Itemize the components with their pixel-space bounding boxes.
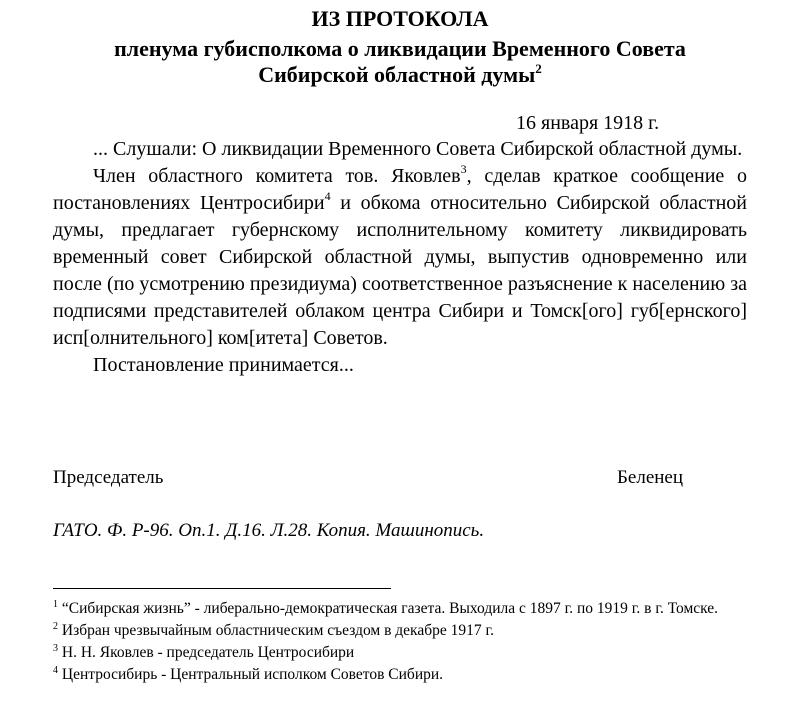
- footnote-number: 2: [53, 621, 58, 632]
- footnote-number: 1: [53, 599, 58, 610]
- paragraph-heard: ... Слушали: О ликвидации Временного Совета Сибирской областной думы.: [93, 138, 743, 160]
- document-body: [53, 136, 747, 379]
- title-line-1: ИЗ ПРОТОКОЛА: [311, 6, 489, 31]
- footnote-3: [53, 642, 745, 664]
- paragraph-report-part-3: и обкома относительно Сибирской областной думы, предлагает губернскому исполнительному комитету ликвидировать временный совет Сибирской областной думы, выпустив одновременно или после (по усмотрению президиума) соответственное разъяснение к населению за подписями представителей облаком центра Сибири и Томск[ого] губ[ернского] исп[олнительного] ком[итета] Советов.: [53, 192, 747, 349]
- document-date: 16 января 1918 г.: [516, 112, 660, 134]
- footnote-divider: [53, 588, 391, 589]
- paragraph-resolution: Постановление принимается...: [93, 354, 354, 376]
- footnote-text: Центросибирь - Центральный исполком Советов Сибири.: [61, 666, 444, 683]
- paragraph-report-part-2: , сделав краткое сообщение о постановлениях Центросибири: [53, 165, 748, 214]
- footnote-ref-3: 3: [460, 162, 467, 176]
- title-line-3-text: Сибирской областной думы: [258, 62, 536, 87]
- paragraph-report-part-1: Член областного комитета тов. Яковлев: [93, 165, 461, 187]
- document-title: [0, 6, 800, 88]
- paragraph-report: [53, 163, 747, 352]
- title-line-3: [0, 62, 800, 88]
- footnote-text: “Сибирская жизнь” - либерально-демократическая газета. Выходила с 1897 г. по 1919 г. в г. Томске.: [61, 600, 719, 617]
- footnotes: [53, 598, 745, 686]
- footnote-text: Избран чрезвычайным областническим съездом в декабре 1917 г.: [61, 622, 494, 639]
- signature-name: Беленец: [617, 467, 684, 488]
- footnote-1: [53, 598, 745, 620]
- footnote-2: [53, 620, 745, 642]
- footnote-number: 4: [53, 665, 58, 676]
- signature-role: Председатель: [53, 467, 164, 488]
- footnote-ref-4: 4: [324, 189, 331, 203]
- title-footnote-ref: 2: [535, 61, 542, 76]
- title-line-2: пленума губисполкома о ликвидации Временного Совета: [114, 36, 686, 61]
- footnote-4: [53, 664, 745, 686]
- footnote-text: Н. Н. Яковлев - председатель Центросибири: [61, 644, 355, 661]
- archive-reference: ГАТО. Ф. Р-96. Оп.1. Д.16. Л.28. Копия. Машинопись.: [53, 520, 485, 541]
- footnote-number: 3: [53, 643, 58, 654]
